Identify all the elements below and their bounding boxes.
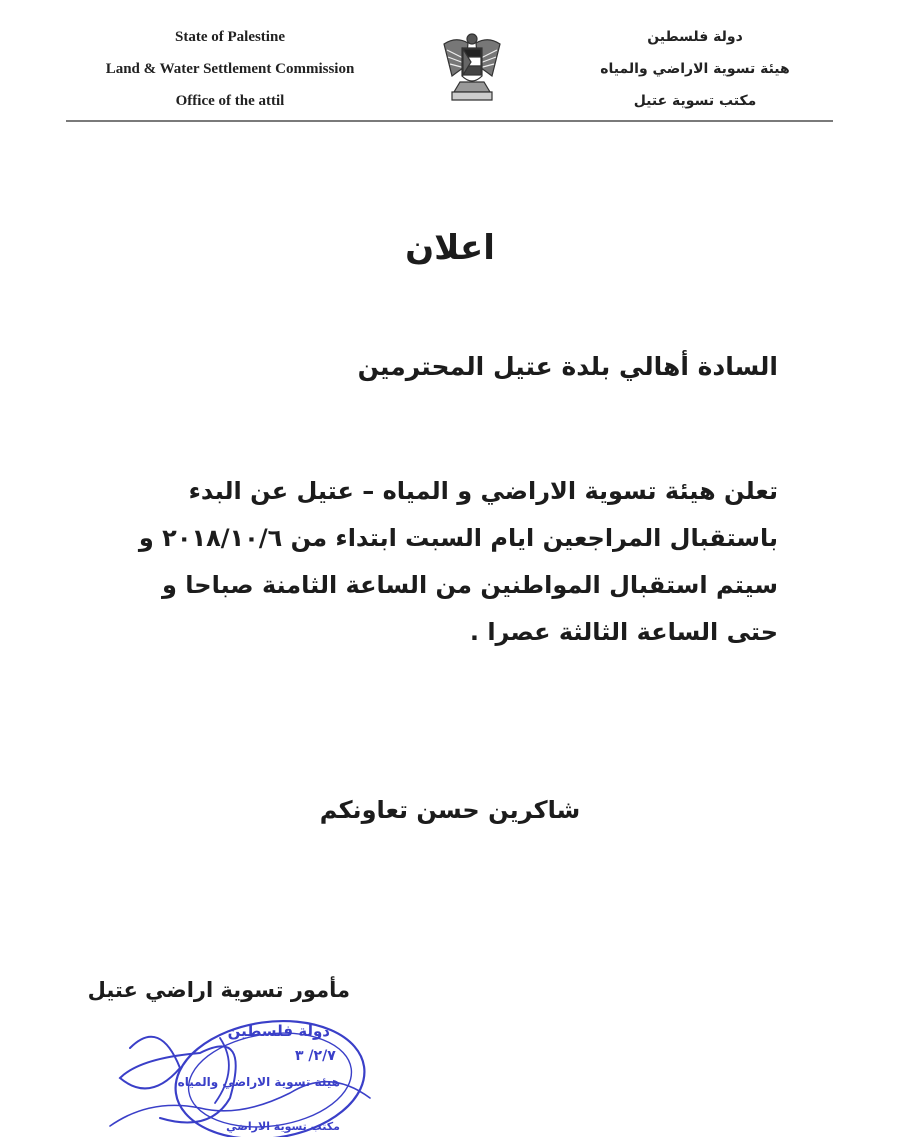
letterhead-arabic — [570, 26, 820, 122]
stamp-text-state: دولة فلسطين — [227, 1022, 330, 1040]
letterhead-ar-state: دولة فلسطين — [647, 29, 743, 45]
announcement-greeting: السادة أهالي بلدة عتيل المحترمين — [357, 352, 778, 381]
stamp-date: ٢/٧/ ٣ — [295, 1048, 336, 1064]
announcement-thanks: شاكرين حسن تعاونكم — [319, 796, 581, 824]
official-title: مأمور تسوية اراضي عتيل — [87, 978, 350, 1002]
letterhead-en-commission: Land & Water Settlement Commission — [105, 61, 355, 77]
letterhead-en-office: Office of the attil — [175, 93, 285, 109]
header-rule — [66, 120, 833, 122]
letterhead-ar-office: مكتب تسوية عتيل — [633, 93, 757, 109]
stamp-text-office: مكتب تسوية الاراضي — [226, 1120, 340, 1133]
letterhead-ar-commission: هيئة تسوية الاراضي والمياه — [600, 61, 790, 77]
stamp-text-commission: هيئة تسوية الاراضي والمياه — [177, 1075, 340, 1089]
letterhead-en-state: State of Palestine — [175, 29, 285, 45]
palestinian-eagle-crest-icon — [438, 30, 506, 106]
official-seal-stamp — [90, 1008, 380, 1137]
announcement-title: اعلان — [405, 228, 495, 268]
announcement-body: تعلن هيئة تسوية الاراضي و المياه – عتيل عن البدء باستقبال المراجعين ايام السبت ابتداء من ٢٠١٨/١٠/٦ و سيتم استقبال المواطنين من الساعة الثامنة صباحا و حتى الساعة الثالثة عصرا . — [138, 477, 778, 646]
letterhead-english — [55, 26, 405, 122]
